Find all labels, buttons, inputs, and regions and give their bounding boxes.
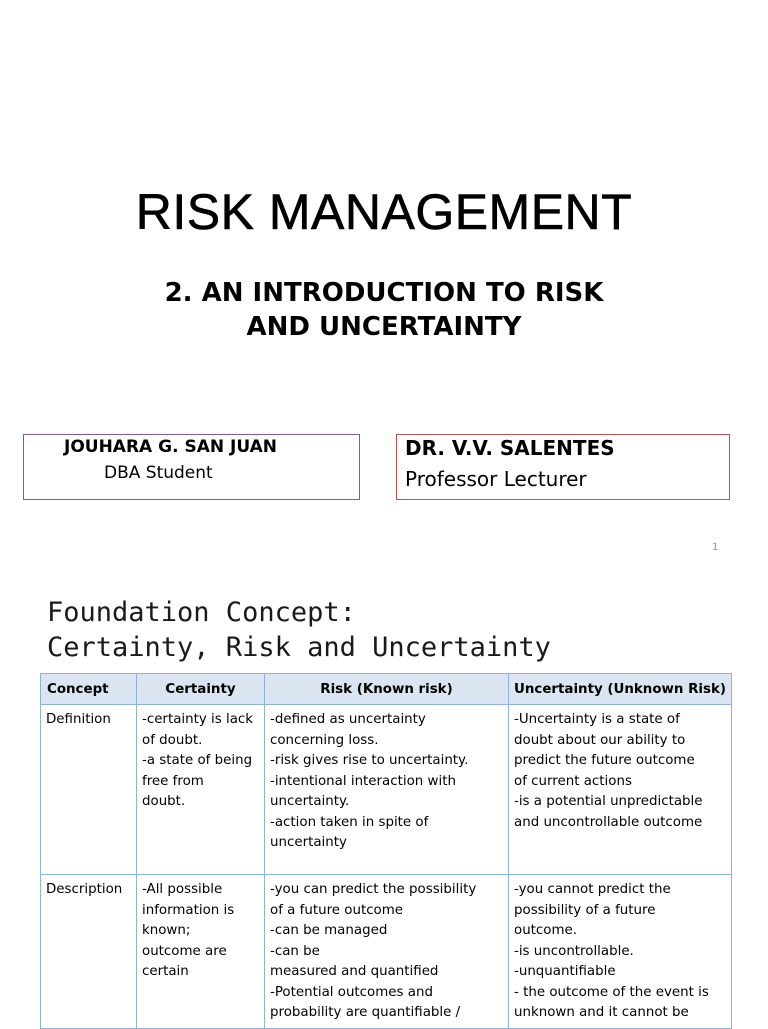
cell-line: doubt. (142, 794, 186, 809)
uncertainty-cell (509, 705, 732, 875)
cell-line: -Uncertainty is a state of (514, 712, 680, 727)
table-row (41, 705, 732, 875)
header-risk: Risk (Known risk) (265, 674, 509, 705)
uncertainty-cell (509, 875, 732, 1029)
cell-line: unknown and it cannot be (514, 1005, 689, 1020)
cell-line: outcome. (514, 923, 578, 938)
main-title: RISK MANAGEMENT (135, 184, 633, 240)
advisor-role: Professor Lecturer (405, 467, 587, 491)
cell-line: of current actions (514, 773, 632, 789)
concept-table (40, 673, 732, 1029)
table-header-row (41, 674, 732, 705)
cell-line: measured and quantified (270, 964, 439, 979)
certainty-cell (137, 875, 265, 1029)
cell-line: and uncontrollable outcome (514, 814, 703, 830)
cell-line: -is a potential unpredictable (514, 794, 703, 809)
cell-line: of a future outcome (270, 902, 404, 918)
cell-line: -you can predict the possibility (270, 882, 477, 897)
cell-line: -risk gives rise to uncertainty. (270, 753, 469, 768)
slide-title-line-1: Foundation Concept: (47, 597, 356, 628)
page-number: 1 (712, 542, 719, 553)
cell-line: -certainty is lack (142, 712, 254, 727)
author-box (23, 434, 360, 500)
cell-line: possibility of a future (514, 902, 656, 918)
cell-line: information is (142, 902, 235, 918)
cell-line: -can be (270, 943, 320, 959)
cell-line: -All possible (142, 882, 223, 897)
cell-line: uncertainty (270, 835, 347, 850)
risk-cell (265, 705, 509, 875)
cell-line: of doubt. (142, 732, 203, 748)
certainty-cell (137, 705, 265, 875)
subtitle-line-2: AND UNCERTAINTY (246, 312, 522, 342)
slide-title (47, 595, 551, 665)
cell-line: -unquantifiable (514, 964, 616, 979)
cell-line: -a state of being (142, 753, 253, 768)
cell-line: -is uncontrollable. (514, 943, 634, 959)
cell-line: -can be managed (270, 923, 388, 938)
cell-line: -intentional interaction with (270, 773, 456, 789)
cell-line: uncertainty. (270, 794, 350, 809)
advisor-name: DR. V.V. SALENTES (405, 436, 615, 460)
author-role: DBA Student (104, 463, 213, 483)
author-name: JOUHARA G. SAN JUAN (64, 437, 277, 457)
cell-line: free from (142, 773, 204, 789)
slide-title-line-2: Certainty, Risk and Uncertainty (47, 632, 551, 663)
cell-line: concerning loss. (270, 732, 379, 748)
header-uncertainty: Uncertainty (Unknown Risk) (509, 674, 732, 705)
risk-cell (265, 875, 509, 1029)
cell-line: doubt about our ability to (514, 732, 686, 748)
cell-line: -you cannot predict the (514, 882, 671, 897)
cell-line: probability are quantifiable / (270, 1005, 461, 1020)
cell-line: -action taken in spite of (270, 814, 429, 830)
header-concept: Concept (41, 674, 137, 705)
subtitle (0, 276, 768, 344)
cell-line: certain (142, 964, 189, 979)
cell-line: -Potential outcomes and (270, 984, 433, 1000)
header-certainty: Certainty (137, 674, 265, 705)
cell-line: predict the future outcome (514, 753, 695, 768)
cell-line: known; (142, 923, 191, 938)
cell-line: outcome are (142, 943, 227, 959)
cell-line: - the outcome of the event is (514, 984, 709, 1000)
concept-cell: Definition (41, 705, 137, 875)
cell-line: -defined as uncertainty (270, 712, 426, 727)
table-row (41, 875, 732, 1029)
advisor-box (396, 434, 730, 500)
subtitle-line-1: 2. AN INTRODUCTION TO RISK (164, 278, 604, 308)
concept-cell: Description (41, 875, 137, 1029)
